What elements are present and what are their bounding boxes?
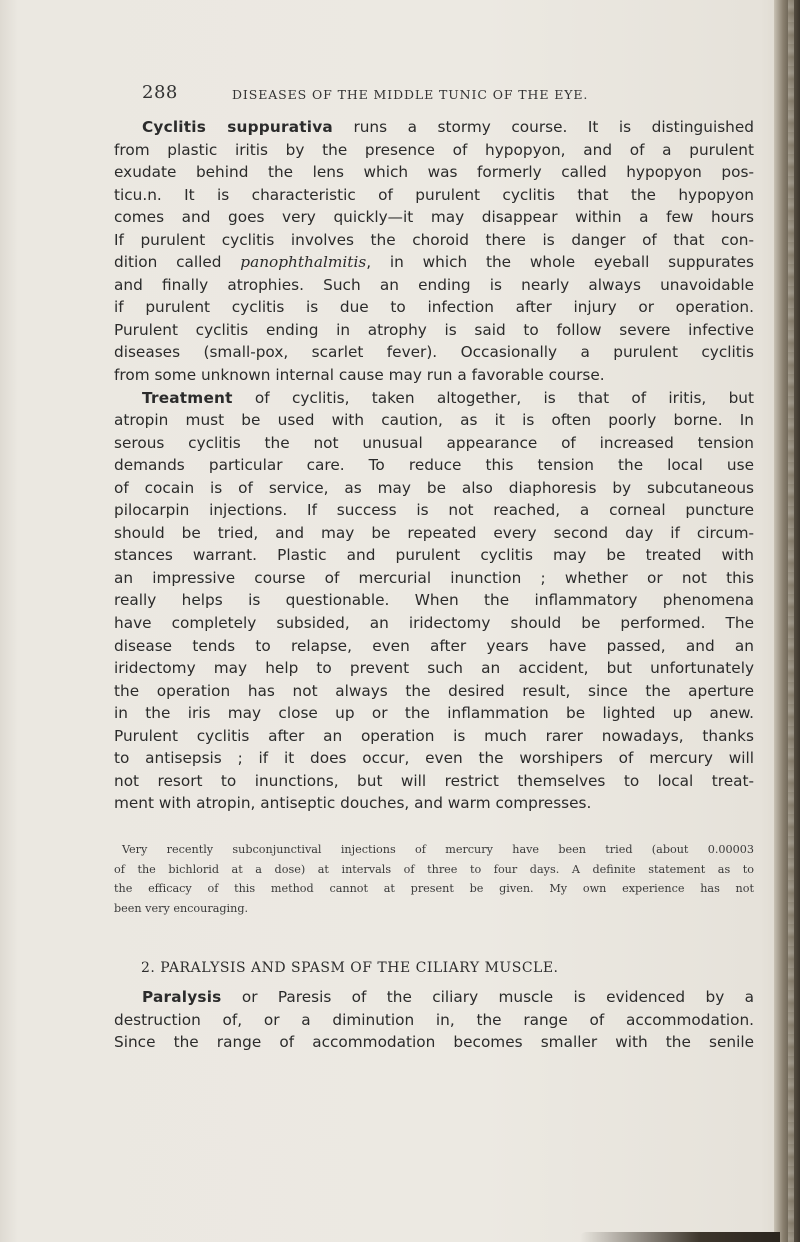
paragraph-line: disease tends to relapse, even after years have passed, and an	[114, 636, 754, 655]
paragraph-line: diseases (small-pox, scarlet fever). Occasionally a purulent cyclitis	[114, 343, 754, 362]
paragraph-line: demands particular care. To reduce this tension the local use	[114, 456, 754, 475]
paragraph-line: Treatment of cyclitis, taken altogether, is that of iritis, but	[142, 388, 754, 407]
paragraph-line: if purulent cyclitis is due to infection after injury or operation.	[114, 298, 754, 317]
running-head: DISEASES OF THE MIDDLE TUNIC OF THE EYE.	[232, 87, 589, 102]
italic-term: panophthalmitis	[240, 253, 367, 272]
paragraph-line: Since the range of accommodation becomes smaller with the senile	[114, 1033, 754, 1052]
paragraph-line: Cyclitis suppurativa runs a stormy course. It is distinguished	[142, 118, 754, 136]
paragraph-line: ment with atropin, antiseptic douches, and warm compresses.	[114, 794, 592, 813]
paragraph-line: from plastic iritis by the presence of hypopyon, and of a purulent	[114, 140, 754, 159]
section-paralysis	[114, 960, 754, 1054]
footnote-block	[114, 840, 754, 918]
paragraph-line: If purulent cyclitis involves the choroid there is danger of that con-	[114, 230, 754, 249]
note-line: of the bichlorid at a dose) at intervals of three to four days. A definite statement as to	[114, 862, 754, 876]
page-header	[142, 82, 742, 112]
gutter-shadow	[0, 0, 18, 1242]
paragraph-line: comes and goes very quickly—it may disappear within a few hours	[114, 208, 754, 227]
paragraph-line: stances warrant. Plastic and purulent cyclitis may be treated with	[114, 546, 754, 565]
paragraph-line: exudate behind the lens which was formerly called hypopyon pos-	[114, 163, 754, 182]
paragraph-line: not resort to inunctions, but will restrict themselves to local treat-	[114, 771, 754, 790]
paragraph-line: from some unknown internal cause may run a favorable course.	[114, 366, 605, 385]
page-edge-texture	[788, 0, 794, 1242]
paragraph-line: the operation has not always the desired result, since the aperture	[114, 681, 754, 700]
paragraph-line: to antisepsis ; if it does occur, even the worshipers of mercury will	[114, 749, 754, 768]
paragraph-line: an impressive course of mercurial inunction ; whether or not this	[114, 568, 754, 587]
paragraph-line: Purulent cyclitis after an operation is much rarer nowadays, thanks	[114, 726, 754, 745]
paragraph-line: dition called panophthalmitis, in which the whole eyeball suppurates	[114, 253, 754, 272]
note-line: been very encouraging.	[114, 901, 249, 915]
section-heading: 2. PARALYSIS AND SPASM OF THE CILIARY MUSCLE.	[141, 960, 559, 976]
paragraph-line: Purulent cyclitis ending in atrophy is said to follow severe infective	[114, 320, 754, 339]
paragraph-line: ticu.n. It is characteristic of purulent cyclitis that the hypopyon	[114, 185, 754, 204]
bottom-edge-shadow	[580, 1232, 780, 1242]
page-edge	[774, 0, 800, 1242]
paragraph-lead: Paralysis	[142, 988, 222, 1006]
note-line: Very recently subconjunctival injections of mercury have been tried (about 0.00003	[122, 843, 754, 856]
paragraph-lead: Cyclitis suppurativa	[142, 118, 333, 136]
section-text	[114, 986, 754, 1054]
paragraph-line: serous cyclitis the not unusual appearance of increased tension	[114, 433, 754, 452]
paragraph-line: pilocarpin injections. If success is not reached, a corneal puncture	[114, 501, 754, 520]
paragraph-line: should be tried, and may be repeated every second day if circum-	[114, 523, 754, 542]
paragraph-line: in the iris may close up or the inflammation be lighted up anew.	[114, 704, 754, 723]
paragraph-line: iridectomy may help to prevent such an accident, but unfortunately	[114, 659, 754, 678]
paragraph-lead: Treatment	[142, 388, 233, 407]
paragraph-line: and finally atrophies. Such an ending is nearly always unavoidable	[114, 275, 754, 294]
note-line: the efficacy of this method cannot at present be given. My own experience has not	[114, 882, 754, 896]
paragraph-line: of cocain is of service, as may be also diaphoresis by subcutaneous	[114, 478, 754, 497]
paragraph-line: really helps is questionable. When the inflammatory phenomena	[114, 591, 754, 610]
paragraph-line: have completely subsided, an iridectomy should be performed. The	[114, 614, 754, 633]
page-number: 288	[142, 82, 178, 103]
paragraph-line: destruction of, or a diminution in, the range of accommodation.	[114, 1010, 754, 1029]
paragraph-line: atropin must be used with caution, as it is often poorly borne. In	[114, 411, 754, 430]
main-text	[114, 116, 754, 815]
paragraph-line: Paralysis or Paresis of the ciliary muscle is evidenced by a	[142, 988, 754, 1006]
